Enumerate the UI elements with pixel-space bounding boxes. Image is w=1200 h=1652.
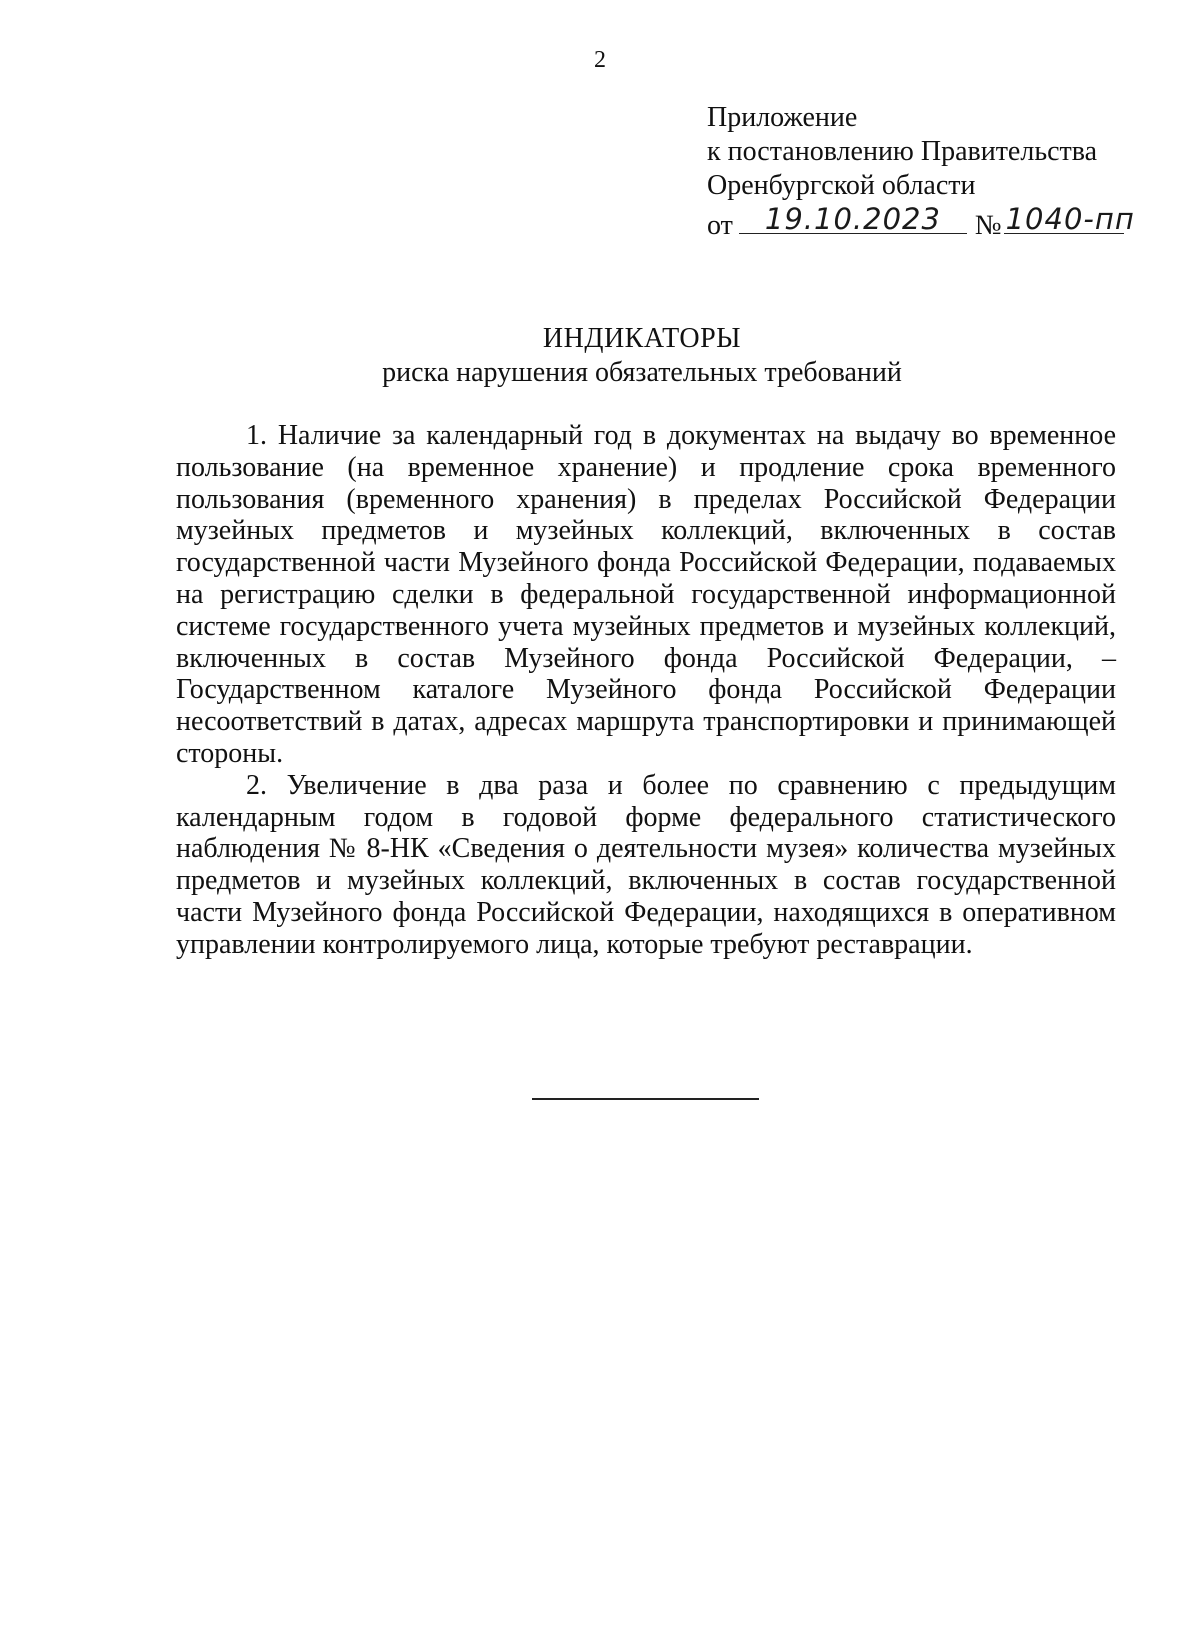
end-separator-line <box>532 1098 759 1100</box>
handwritten-number-field <box>1004 202 1135 236</box>
indicator-paragraph-2: 2. Увеличение в два раза и более по сравнению с предыдущим календарным годом в годовой форме федерального статистического наблюдения № 8-НК «Сведения о деятельности музея» количества музейных предметов и музейных коллекций, включенных в состав государственной части Музейного фонда Российской Федерации, находящихся в оперативном управлении контролируемого лица, которые требуют реставрации. <box>176 769 1116 960</box>
page-number: 2 <box>594 47 606 73</box>
appendix-title: Приложение <box>707 102 858 133</box>
number-sign: № <box>974 210 1002 241</box>
document-body <box>176 420 1116 961</box>
document-title: ИНДИКАТОРЫ <box>542 323 742 354</box>
handwritten-date: 19.10.2023 <box>764 202 941 236</box>
document-subtitle: риска нарушения обязательных требований <box>382 357 902 388</box>
handwritten-number: 1040-пп <box>1005 202 1135 236</box>
indicator-paragraph-1: 1. Наличие за календарный год в документах на выдачу во временное пользование (на временное хранение) и продление срока временного пользования (временного хранения) в пределах Российской Федерации музейных предметов и музейных коллекций, включенных в состав государственной части Музейного фонда Российской Федерации, подаваемых на регистрацию сделки в федеральной государственной информационной системе государственного учета музейных предметов и музейных коллекций, включенных в состав Музейного фонда Российской Федерации, – Государственном каталоге Музейного фонда Российской Федерации несоответствий в датах, адресах маршрута транспортировки и принимающей стороны. <box>176 420 1116 769</box>
handwritten-date-field <box>739 203 967 234</box>
appendix-block <box>707 101 1147 243</box>
date-prefix: от <box>707 210 733 241</box>
appendix-date-number-row <box>707 203 1147 243</box>
appendix-resolution-reference: к постановлению Правительства <box>707 136 1098 167</box>
appendix-region: Оренбургской области <box>707 170 976 201</box>
